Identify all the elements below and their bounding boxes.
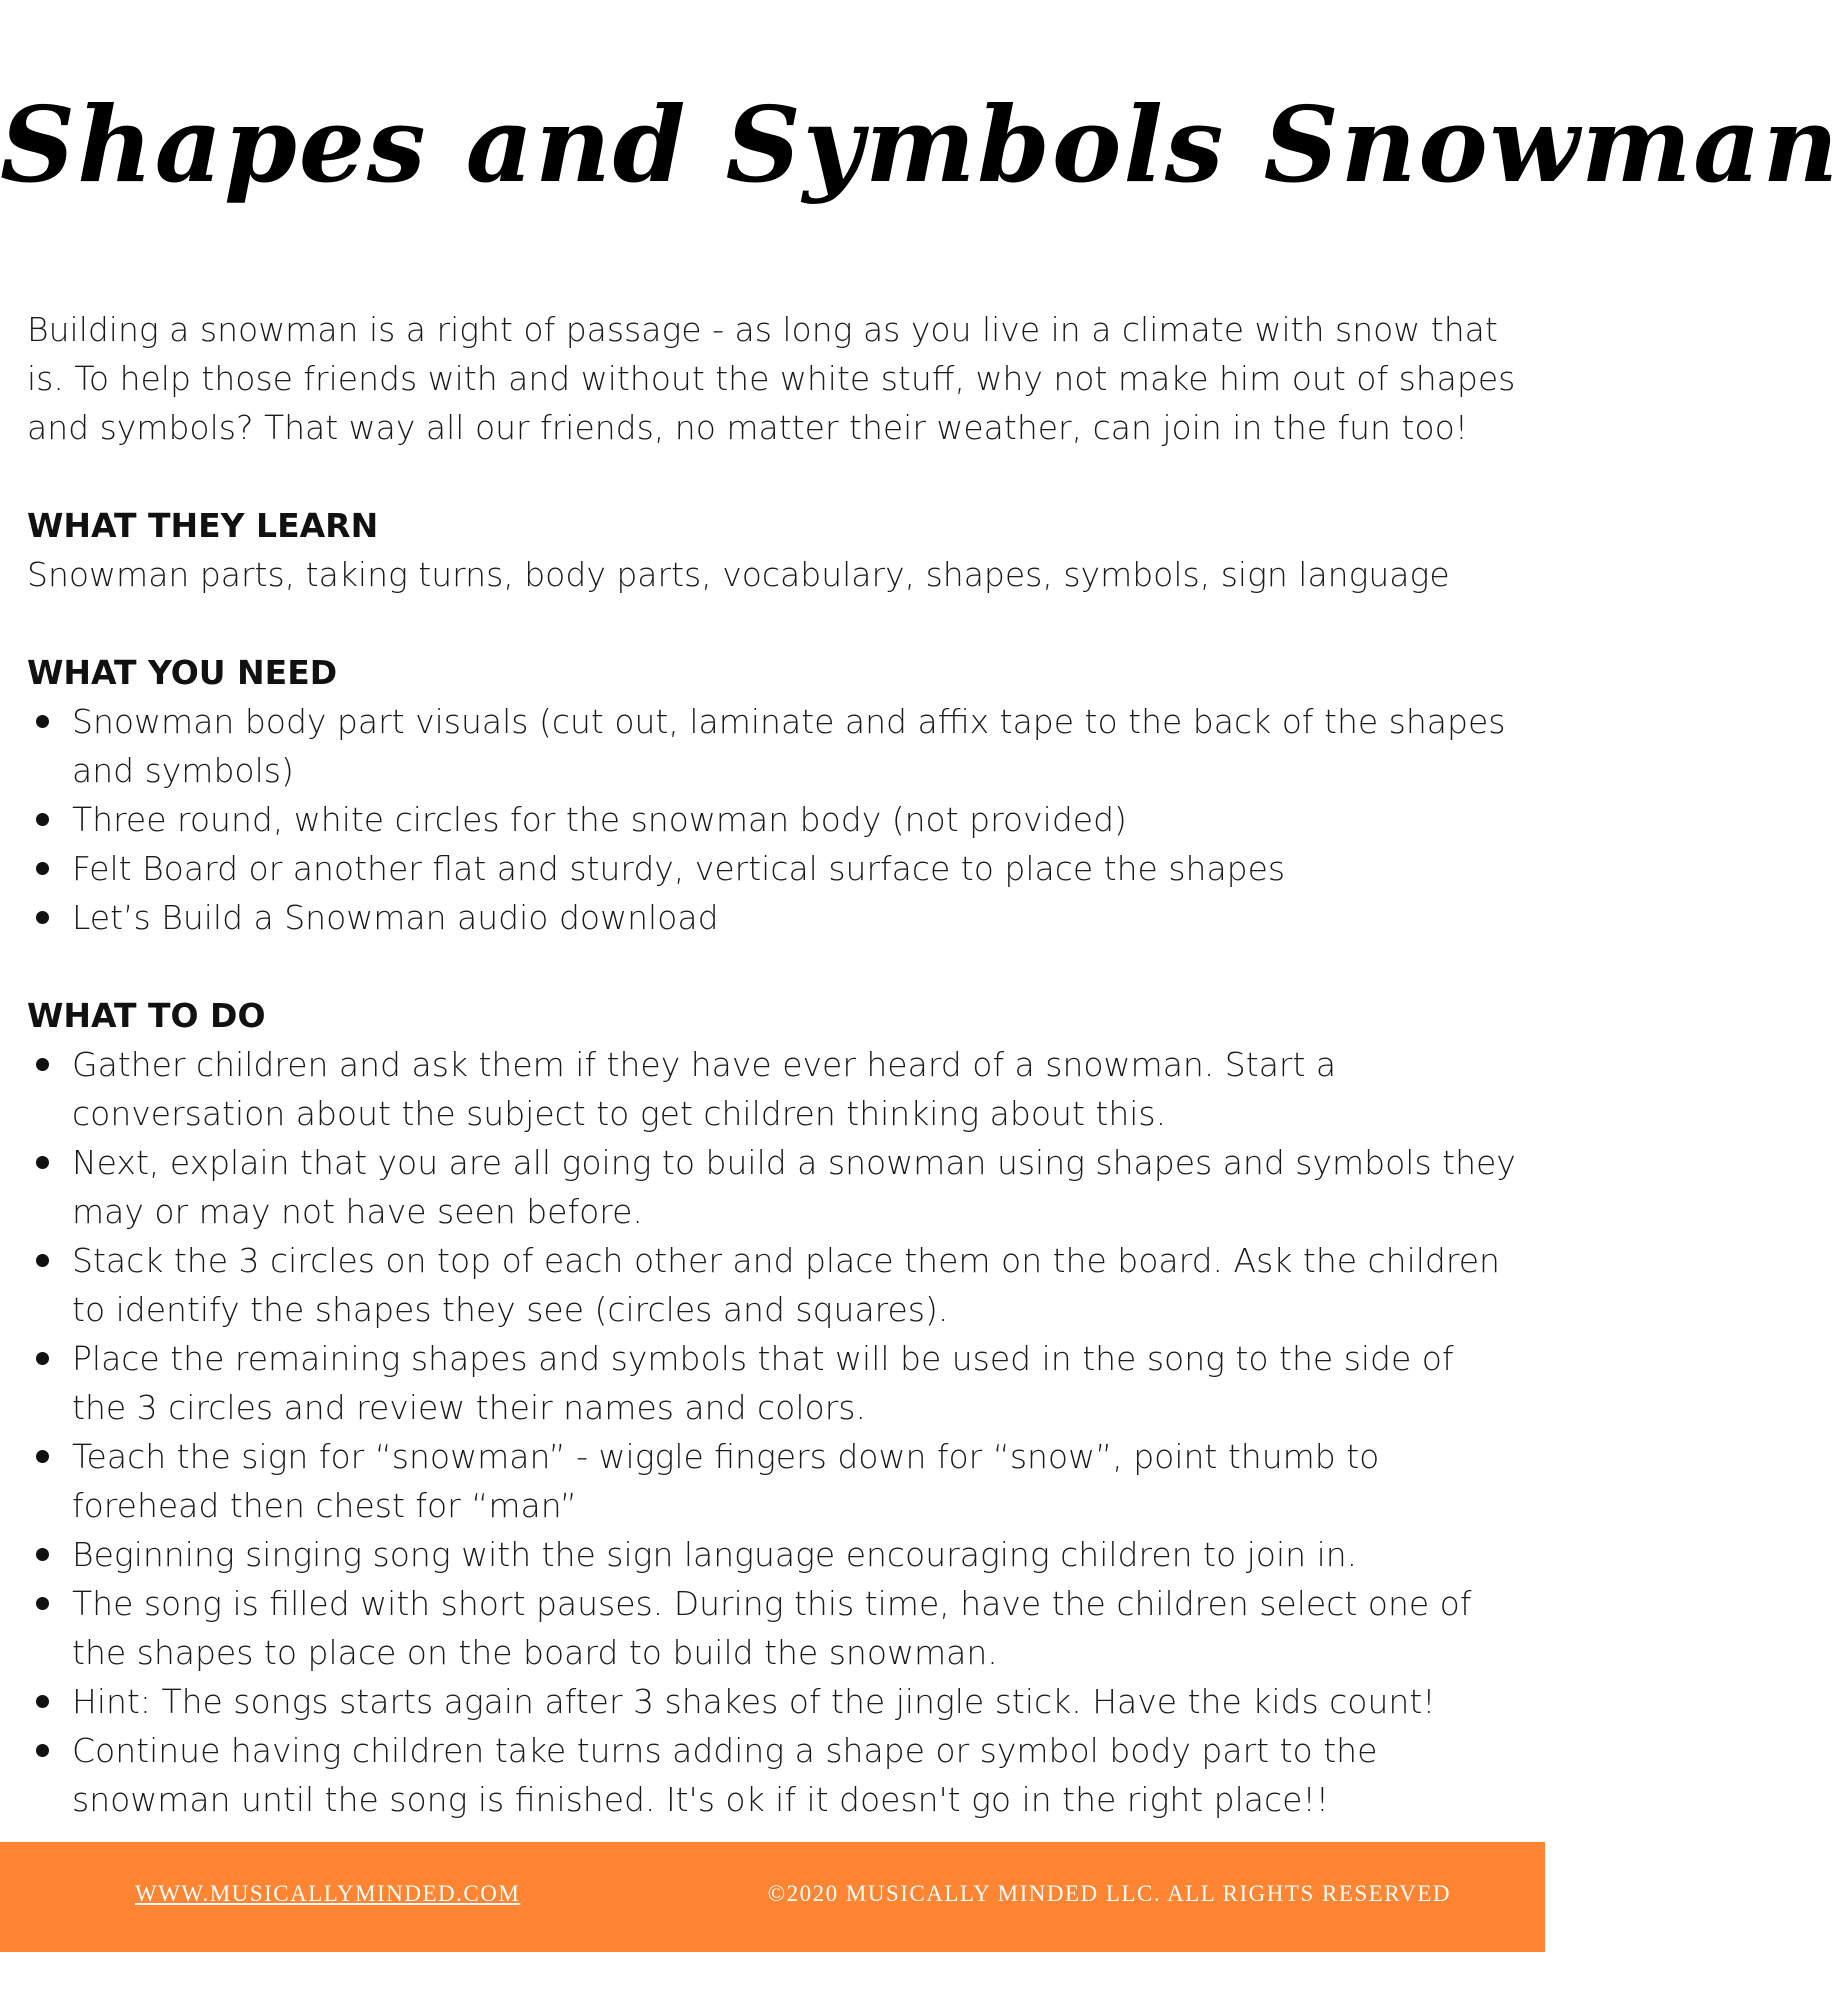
bullet-icon [36,715,49,728]
bullet-icon [36,911,49,924]
todo-item-text: Stack the 3 circles on top of each other and place them on the board. Ask the children to identify the shapes they see (circles and squares). [72,1241,1500,1329]
need-list-item [27,844,1517,893]
bullet-icon [36,1254,49,1267]
bullet-icon [36,1744,49,1757]
todo-list-item [27,1138,1517,1236]
need-list-item [27,893,1517,942]
todo-list-item [27,1579,1517,1677]
need-item-text: Snowman body part visuals (cut out, laminate and affix tape to the back of the shapes and symbols) [72,702,1506,790]
need-list-item [27,795,1517,844]
need-item-text: Felt Board or another flat and sturdy, vertical surface to place the shapes [72,849,1286,888]
bullet-icon [36,1695,49,1708]
todo-heading: WHAT TO DO [27,996,266,1035]
need-heading: WHAT YOU NEED [27,653,338,692]
todo-list-item [27,1334,1517,1432]
main-content [27,305,1517,1824]
need-list-item [27,697,1517,795]
intro-paragraph: Building a snowman is a right of passage - as long as you live in a climate with snow that is. To help those friends with and without the white stuff, why not make him out of shapes and symbols? That way all our friends, no matter their weather, can join in the fun too! [27,310,1516,447]
learn-text: Snowman parts, taking turns, body parts, vocabulary, shapes, symbols, sign language [27,555,1450,594]
todo-list-item [27,1432,1517,1530]
copyright-text: ©2020 MUSICALLY MINDED LLC. ALL RIGHTS RESERVED [767,1881,1451,1906]
todo-item-text: Teach the sign for “snowman” - wiggle fingers down for “snow”, point thumb to forehead then chest for “man” [72,1437,1380,1525]
bullet-icon [36,1548,49,1561]
todo-item-text: Place the remaining shapes and symbols that will be used in the song to the side of the 3 circles and review their names and colors. [72,1339,1454,1427]
todo-list [27,1040,1517,1824]
todo-item-text: The song is filled with short pauses. During this time, have the children select one of the shapes to place on the board to build the snowman. [72,1584,1472,1672]
bullet-icon [36,862,49,875]
bullet-icon [36,1597,49,1610]
todo-list-item [27,1236,1517,1334]
bullet-icon [36,1352,49,1365]
todo-item-text: Beginning singing song with the sign language encouraging children to join in. [72,1535,1358,1574]
todo-list-item [27,1677,1517,1726]
bullet-icon [36,1156,49,1169]
todo-list-item [27,1530,1517,1579]
bullet-icon [36,813,49,826]
website-link[interactable]: WWW.MUSICALLYMINDED.COM [135,1881,521,1906]
learn-heading: WHAT THEY LEARN [27,506,379,545]
need-item-text: Let’s Build a Snowman audio download [72,898,719,937]
todo-item-text: Hint: The songs starts again after 3 shakes of the jingle stick. Have the kids count! [72,1682,1436,1721]
todo-item-text: Gather children and ask them if they have ever heard of a snowman. Start a conversation about the subject to get children thinking about this. [72,1045,1337,1133]
need-item-text: Three round, white circles for the snowman body (not provided) [72,800,1127,839]
todo-list-item [27,1040,1517,1138]
need-list [27,697,1517,942]
page-title: Shapes and Symbols Snowman [0,83,1840,206]
todo-list-item [27,1726,1517,1824]
footer-bar [0,1842,1545,1952]
bullet-icon [36,1058,49,1071]
bullet-icon [36,1450,49,1463]
todo-item-text: Continue having children take turns adding a shape or symbol body part to the snowman until the song is finished. It's ok if it doesn't go in the right place!! [72,1731,1378,1819]
todo-item-text: Next, explain that you are all going to build a snowman using shapes and symbols they may or may not have seen before. [72,1143,1516,1231]
